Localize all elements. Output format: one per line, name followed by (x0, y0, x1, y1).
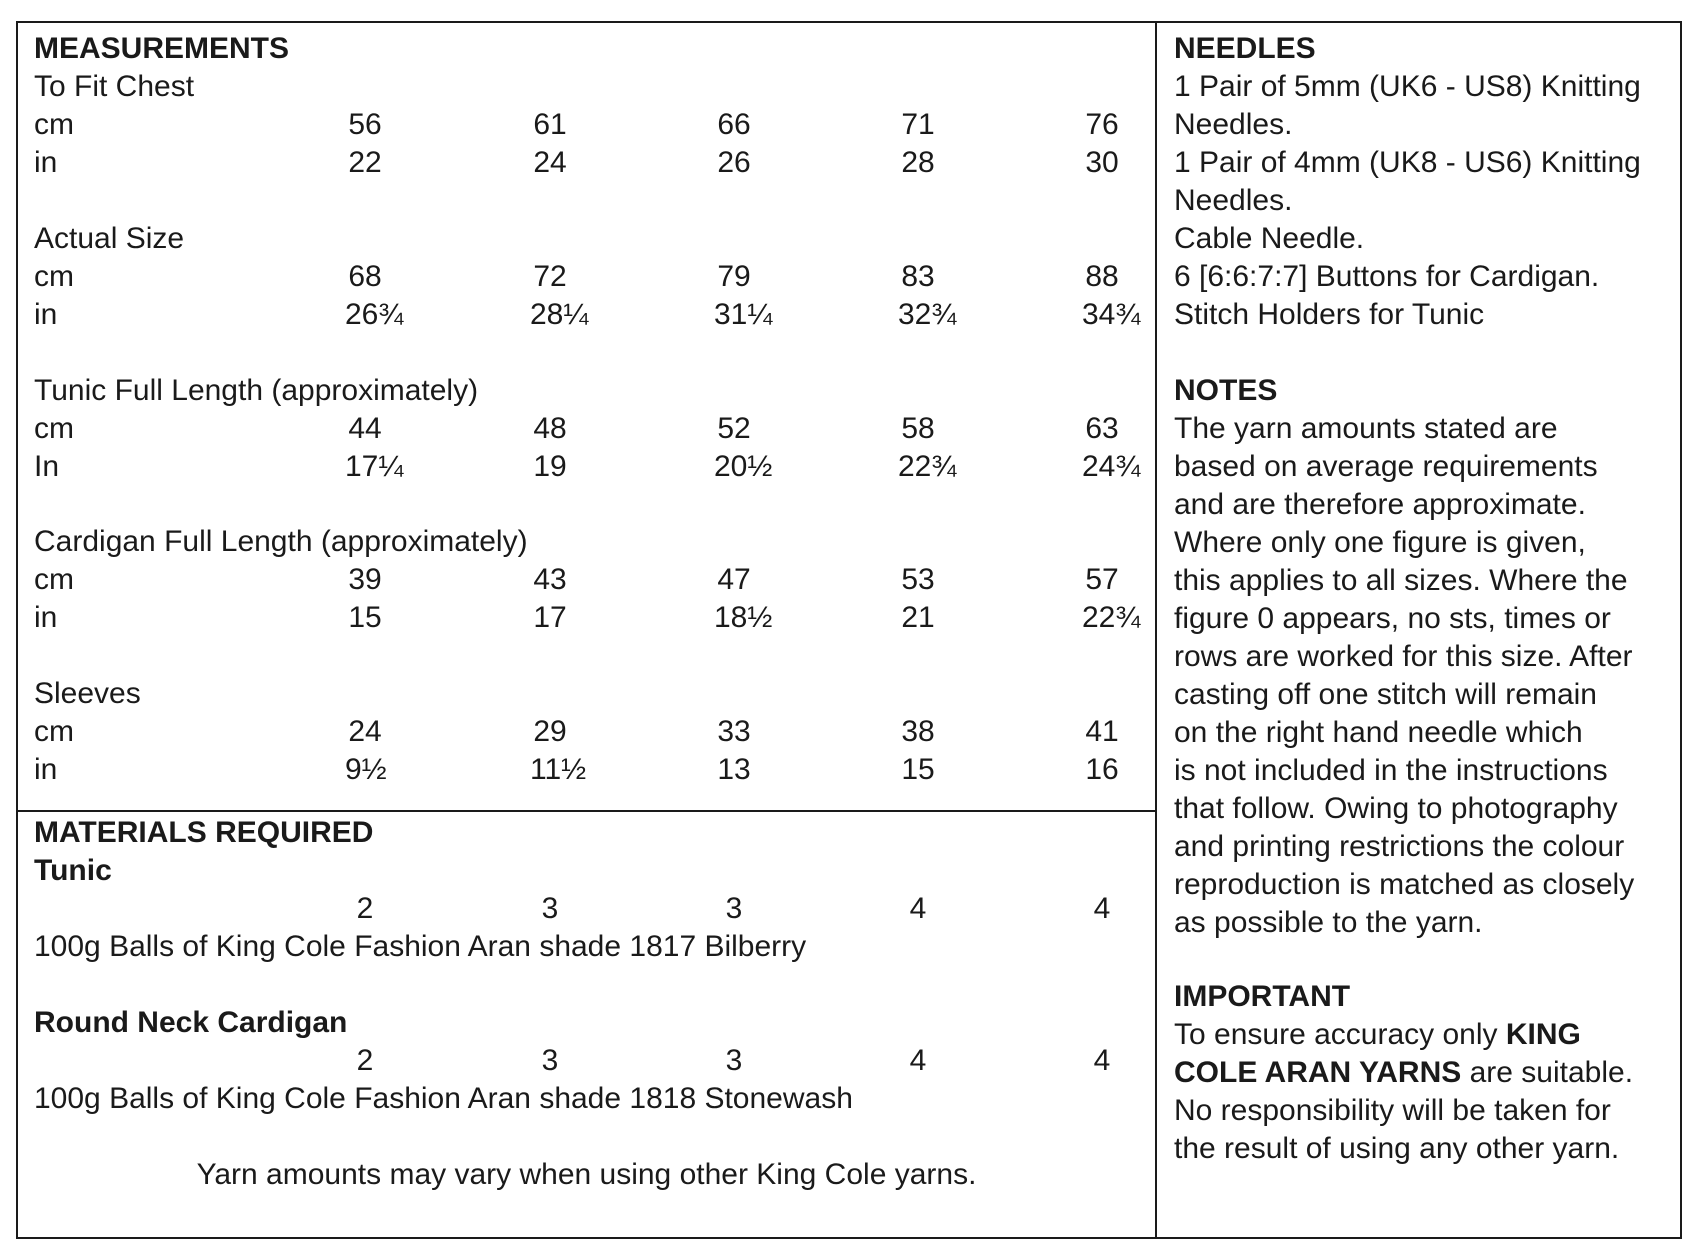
size-value: 28¼ (530, 298, 589, 331)
ball-count: 4 (909, 1044, 927, 1077)
group-title-actual-size: Actual Size (34, 222, 185, 255)
needles-line: Cable Needle. (1174, 222, 1365, 255)
size-value: 15 (348, 601, 382, 634)
yarn-note: Yarn amounts may vary when using other King Cole yarns. (196, 1158, 977, 1191)
column-divider (1155, 21, 1157, 1239)
size-value: 26¾ (345, 298, 404, 331)
needles-line: 6 [6:6:7:7] Buttons for Cardigan. (1174, 260, 1600, 293)
notes-heading: NOTES (1174, 374, 1278, 407)
unit-label: in (34, 601, 58, 634)
size-value: 68 (348, 260, 382, 293)
size-value: 53 (901, 563, 935, 596)
size-value: 52 (717, 412, 751, 445)
notes-line: figure 0 appears, no sts, times or (1174, 602, 1611, 635)
size-value: 43 (533, 563, 567, 596)
size-value: 22 (348, 146, 382, 179)
notes-line: on the right hand needle which (1174, 716, 1583, 749)
size-value: 19 (533, 450, 567, 483)
unit-label: In (34, 450, 60, 483)
notes-line: casting off one stitch will remain (1174, 678, 1597, 711)
size-value: 56 (348, 108, 382, 141)
size-value: 16 (1085, 753, 1119, 786)
unit-label: cm (34, 260, 74, 293)
size-value: 24¾ (1082, 450, 1141, 483)
important-line (1174, 1016, 1581, 1054)
size-value: 39 (348, 563, 382, 596)
needles-line: Stitch Holders for Tunic (1174, 298, 1485, 331)
size-value: 41 (1085, 715, 1119, 748)
size-value: 61 (533, 108, 567, 141)
size-value: 47 (717, 563, 751, 596)
group-title-sleeves: Sleeves (34, 677, 141, 710)
size-value: 20½ (714, 450, 773, 483)
size-value: 71 (901, 108, 935, 141)
size-value: 76 (1085, 108, 1119, 141)
materials-heading: MATERIALS REQUIRED (34, 816, 374, 849)
unit-label: cm (34, 563, 74, 596)
ball-count: 2 (356, 892, 374, 925)
size-value: 88 (1085, 260, 1119, 293)
size-value: 31¼ (714, 298, 773, 331)
material-description: 100g Balls of King Cole Fashion Aran shade 1818 Stonewash (34, 1082, 853, 1115)
group-title-cardigan-length: Cardigan Full Length (approximately) (34, 525, 528, 558)
notes-line: reproduction is matched as closely (1174, 868, 1635, 901)
notes-line: is not included in the instructions (1174, 754, 1608, 787)
size-value: 38 (901, 715, 935, 748)
size-value: 18½ (714, 601, 773, 634)
size-value: 32¾ (898, 298, 957, 331)
important-brand-text: COLE ARAN YARNS (1174, 1056, 1462, 1089)
size-value: 24 (348, 715, 382, 748)
important-brand-text: KING (1505, 1018, 1581, 1051)
ball-count: 3 (541, 892, 559, 925)
notes-line: based on average requirements (1174, 450, 1598, 483)
size-value: 21 (901, 601, 935, 634)
group-title-to-fit-chest: To Fit Chest (34, 70, 195, 103)
size-value: 79 (717, 260, 751, 293)
size-value: 83 (901, 260, 935, 293)
size-value: 29 (533, 715, 567, 748)
notes-line: that follow. Owing to photography (1174, 792, 1618, 825)
size-value: 48 (533, 412, 567, 445)
needles-heading: NEEDLES (1174, 32, 1316, 65)
size-value: 66 (717, 108, 751, 141)
size-value: 28 (901, 146, 935, 179)
unit-label: cm (34, 715, 74, 748)
size-value: 63 (1085, 412, 1119, 445)
section-divider (16, 810, 1157, 812)
ball-count: 4 (1093, 892, 1111, 925)
needles-line: Needles. (1174, 108, 1293, 141)
size-value: 30 (1085, 146, 1119, 179)
notes-line: and are therefore approximate. (1174, 488, 1586, 521)
size-value: 34¾ (1082, 298, 1141, 331)
unit-label: cm (34, 412, 74, 445)
ball-count: 3 (725, 892, 743, 925)
size-value: 15 (901, 753, 935, 786)
notes-line: rows are worked for this size. After (1174, 640, 1633, 673)
ball-count: 3 (725, 1044, 743, 1077)
unit-label: in (34, 753, 58, 786)
notes-line: The yarn amounts stated are (1174, 412, 1558, 445)
unit-label: in (34, 146, 58, 179)
size-value: 17 (533, 601, 567, 634)
group-title-tunic-length: Tunic Full Length (approximately) (34, 374, 479, 407)
size-value: 13 (717, 753, 751, 786)
important-text: are suitable. (1461, 1056, 1634, 1089)
size-value: 72 (533, 260, 567, 293)
size-value: 57 (1085, 563, 1119, 596)
unit-label: in (34, 298, 58, 331)
ball-count: 2 (356, 1044, 374, 1077)
size-value: 9½ (345, 753, 387, 786)
size-value: 24 (533, 146, 567, 179)
material-description: 100g Balls of King Cole Fashion Aran shade 1817 Bilberry (34, 930, 807, 963)
important-line (1174, 1054, 1633, 1092)
size-value: 26 (717, 146, 751, 179)
important-text: To ensure accuracy only (1174, 1018, 1506, 1051)
ball-count: 4 (909, 892, 927, 925)
needles-line: Needles. (1174, 184, 1293, 217)
size-value: 17¼ (345, 450, 404, 483)
notes-line: and printing restrictions the colour (1174, 830, 1625, 863)
size-value: 11½ (530, 753, 587, 786)
material-title-cardigan: Round Neck Cardigan (34, 1006, 348, 1039)
notes-line: Where only one figure is given, (1174, 526, 1586, 559)
size-value: 44 (348, 412, 382, 445)
notes-line: as possible to the yarn. (1174, 906, 1483, 939)
size-value: 22¾ (1082, 601, 1141, 634)
important-heading: IMPORTANT (1174, 980, 1351, 1013)
unit-label: cm (34, 108, 74, 141)
notes-line: this applies to all sizes. Where the (1174, 564, 1628, 597)
size-value: 33 (717, 715, 751, 748)
ball-count: 4 (1093, 1044, 1111, 1077)
ball-count: 3 (541, 1044, 559, 1077)
size-value: 58 (901, 412, 935, 445)
size-value: 22¾ (898, 450, 957, 483)
material-title-tunic: Tunic (34, 854, 112, 887)
needles-line: 1 Pair of 4mm (UK8 - US6) Knitting (1174, 146, 1641, 179)
important-line: the result of using any other yarn. (1174, 1132, 1620, 1165)
needles-line: 1 Pair of 5mm (UK6 - US8) Knitting (1174, 70, 1641, 103)
measurements-heading: MEASUREMENTS (34, 32, 290, 65)
important-line: No responsibility will be taken for (1174, 1094, 1611, 1127)
